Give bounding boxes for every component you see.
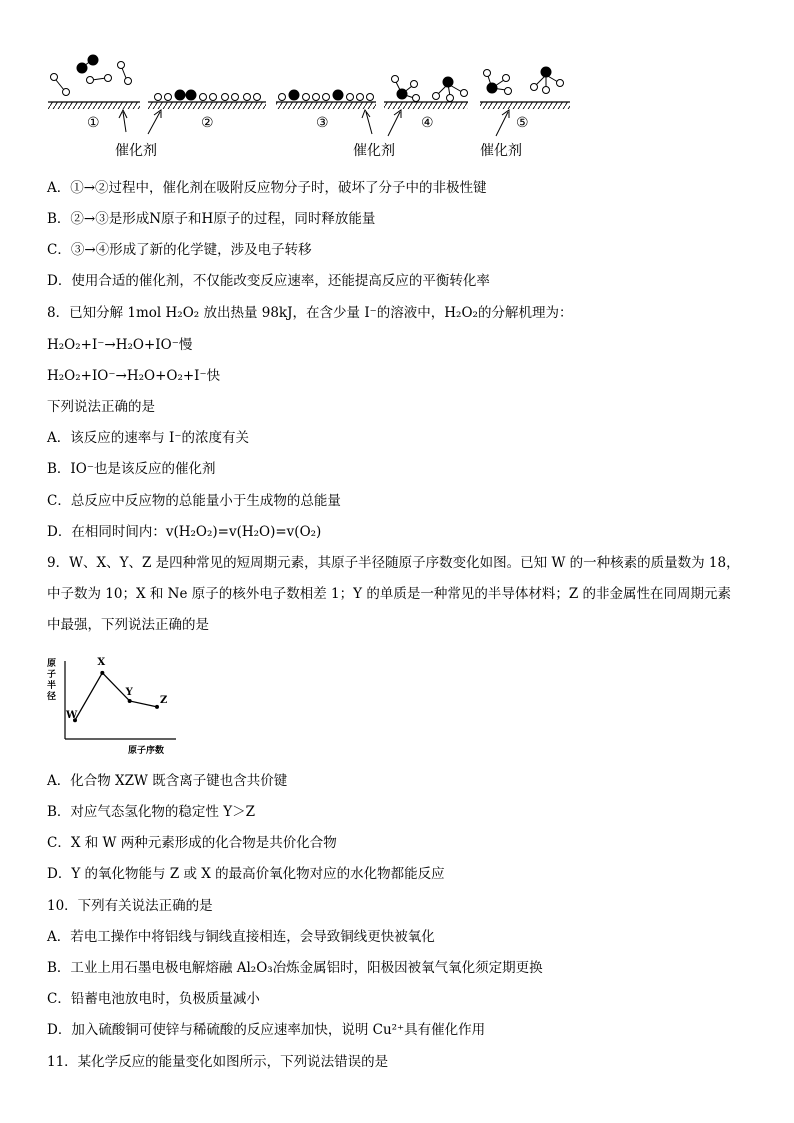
q8-stem: 8．已知分解 1mol H₂O₂ 放出热量 98kJ，在含少量 I⁻的溶液中，H₂O₂的分解机理为：	[47, 305, 573, 321]
q9-stem-line1: 9．W、X、Y、Z 是四种常见的短周期元素，其原子半径随原子序数变化如图。已知 W 的一种核素的质量数为 18，	[47, 555, 740, 571]
q9-option-d: D．Y 的氧化物能与 Z 或 X 的最高价氧化物对应的水化物都能反应	[47, 866, 445, 882]
q9-stem-line3: 中最强，下列说法正确的是	[47, 617, 209, 633]
y-axis-label-char: 径	[47, 692, 57, 702]
q7-option-b: B．②→③是形成N原子和H原子的过程，同时释放能量	[47, 211, 376, 227]
catalysis-figure	[40, 50, 580, 165]
q7-option-d: D．使用合适的催化剂，不仅能改变反应速率，还能提高反应的平衡转化率	[47, 273, 490, 289]
stage-label-4: ④	[421, 115, 434, 131]
q7-option-a: A．①→②过程中，催化剂在吸附反应物分子时，破坏了分子中的非极性键	[47, 180, 487, 196]
stage4-molecules	[392, 76, 468, 102]
q10-option-d: D．加入硫酸铜可使锌与稀硫酸的反应速率加快，说明 Cu²⁺具有催化作用	[47, 1022, 486, 1038]
q8-option-b: B．IO⁻也是该反应的催化剂	[47, 461, 216, 477]
stage3-molecules	[279, 90, 374, 101]
q10-option-b: B．工业上用石墨电极电解熔融 Al₂O₃冶炼金属铝时，阳极因被氧气氧化须定期更换	[47, 960, 543, 976]
q8-option-d: D．在相同时间内：v(H₂O₂)=v(H₂O)=v(O₂)	[47, 524, 322, 540]
stage-label-5: ⑤	[516, 115, 529, 131]
stage-label-3: ③	[316, 115, 329, 131]
q10-option-a: A．若电工操作中将铝线与铜线直接相连，会导致铜线更快被氧化	[47, 929, 435, 945]
q10-option-c: C．铅蓄电池放电时，负极质量减小	[47, 991, 260, 1007]
q8-step2: H₂O₂+IO⁻→H₂O+O₂+I⁻快	[47, 368, 221, 384]
q7-option-c: C．③→④形成了新的化学键，涉及电子转移	[47, 242, 312, 258]
q8-step1: H₂O₂+I⁻→H₂O+IO⁻慢	[47, 337, 193, 353]
q9-stem-line2: 中子数为 10；X 和 Ne 原子的核外电子数相差 1；Y 的单质是一种常见的半导体材料；Z 的非金属性在同周期元素	[47, 586, 732, 602]
q9-option-c: C．X 和 W 两种元素形成的化合物是共价化合物	[47, 835, 337, 851]
y-axis-label-char: 半	[47, 681, 57, 691]
data-label-w: W	[66, 710, 78, 722]
q11-stem: 11．某化学反应的能量变化如图所示，下列说法错误的是	[47, 1054, 389, 1070]
q9-option-b: B．对应气态氢化物的稳定性 Y＞Z	[47, 804, 256, 820]
data-label-z: Z	[160, 694, 168, 706]
y-axis-label	[47, 659, 59, 703]
catalyst-label-3: 催化剂	[480, 143, 522, 159]
stage-label-1: ①	[87, 115, 100, 131]
stage5-molecules	[484, 67, 564, 95]
catalyst-label-2: 催化剂	[353, 143, 395, 159]
catalyst-arrows	[119, 110, 509, 136]
x-axis-label: 原子序数	[128, 746, 165, 756]
stage-label-2: ②	[201, 115, 214, 131]
q9-option-a: A．化合物 XZW 既含离子键也含共价键	[47, 773, 288, 789]
q8-prompt: 下列说法正确的是	[47, 399, 155, 415]
radius-series-line	[75, 673, 157, 720]
catalyst-label-1: 催化剂	[115, 143, 157, 159]
data-point-x	[100, 671, 104, 675]
catalyst-surfaces	[48, 102, 570, 109]
data-point-y	[128, 699, 132, 703]
atomic-radius-chart	[44, 653, 184, 758]
data-point-z	[155, 705, 159, 709]
stage1-molecules	[51, 55, 132, 96]
data-label-x: X	[97, 656, 106, 668]
y-axis-label-char: 原	[47, 659, 57, 669]
q8-option-a: A．该反应的速率与 I⁻的浓度有关	[47, 430, 249, 446]
q8-option-c: C．总反应中反应物的总能量小于生成物的总能量	[47, 493, 341, 509]
y-axis-label-char: 子	[47, 670, 57, 680]
data-label-y: Y	[125, 686, 133, 698]
stage2-molecules	[155, 90, 261, 101]
q10-stem: 10．下列有关说法正确的是	[47, 898, 213, 914]
